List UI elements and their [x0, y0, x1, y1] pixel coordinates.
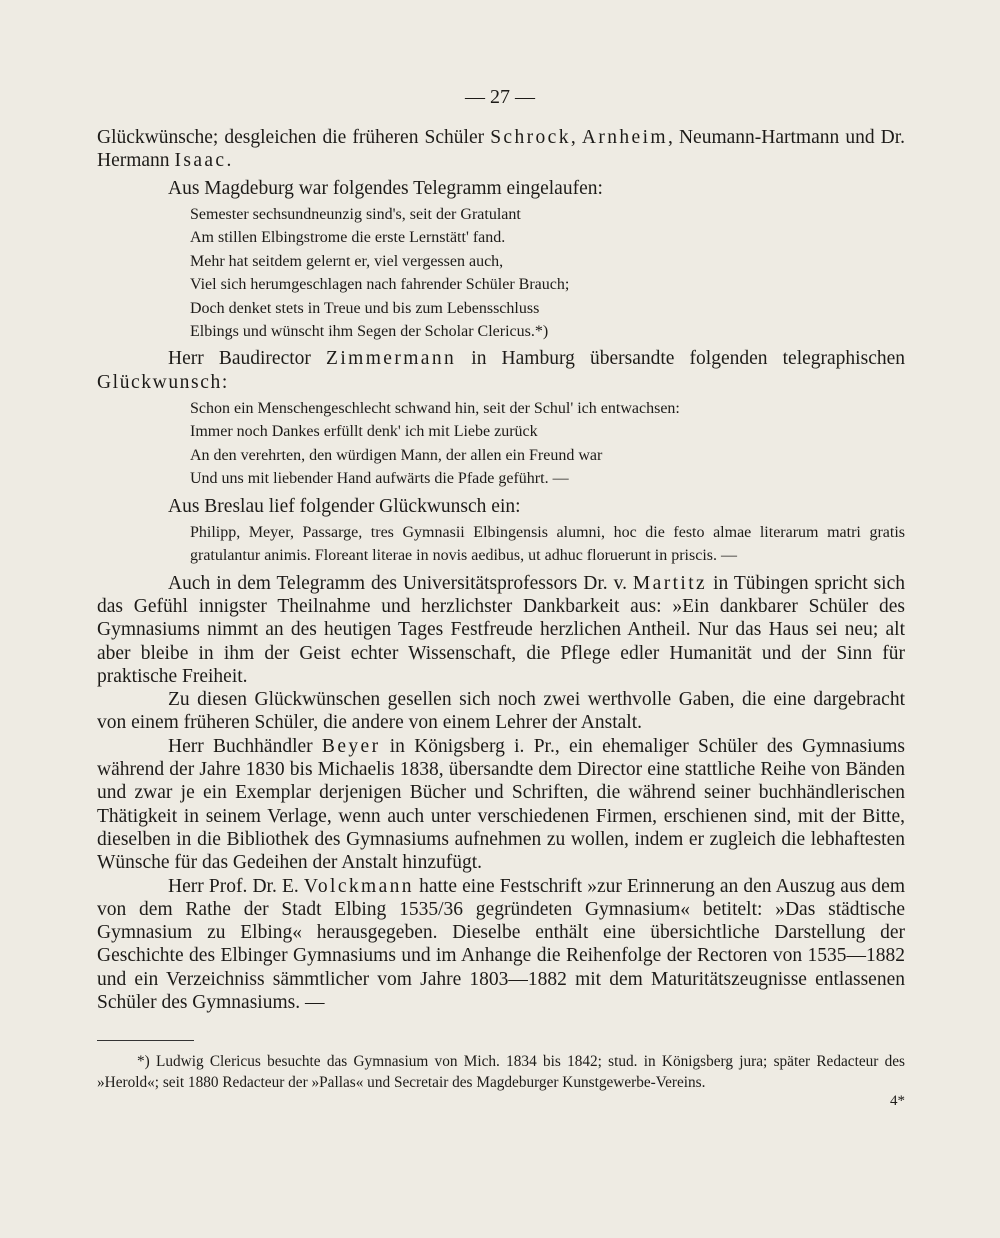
name-volckmann: Volckmann: [303, 875, 414, 897]
telegram-hamburg-verse: [190, 397, 905, 491]
latin-greeting: Philipp, Meyer, Passarge, tres Gymnasii Elbingensis alumni, hoc die festo almae literarum matri gratis gratulantur animis. Floreant literae in novis aedibus, ut adhuc floruerunt in priscis. —: [190, 523, 905, 565]
verse-line: Viel sich herumgeschlagen nach fahrender Schüler Brauch;: [190, 276, 570, 294]
name-beyer: Beyer: [321, 735, 381, 757]
verse-line: Immer noch Dankes erfüllt denk' ich mit Liebe zurück: [190, 423, 538, 441]
paragraph-volckmann: Herr Prof. Dr. E. Volckmann hatte eine Festschrift »zur Erinnerung an den Auszug aus dem von dem Rathe der Stadt Elbing 1535/36 gegründeten Gymnasium« betitelt: »Das städtische Gymnasium zu Elbing« herausgegeben. Dieselbe enthält eine übersichtliche Darstellung der Geschichte des Elbinger Gymnasiums und im Anhange die Reihenfolge der Rectoren von 1535—1882 und ein Verzeichniss sämmtlicher vom Jahre 1803—1882 mit dem Maturitätszeugnisse entlassenen Schüler des Gymnasiums. —: [97, 875, 906, 1013]
paragraph-zimmermann: Herr Baudirector Zimmermann in Hamburg übersandte folgenden telegraphischen Glückwunsch:: [97, 348, 905, 393]
verse-line: Elbings und wünscht ihm Segen der Scholar Clericus.*): [190, 322, 549, 340]
name-schrock: Schrock: [490, 127, 571, 148]
verse-line: Am stillen Elbingstrome die erste Lernstätt' fand.: [190, 229, 506, 247]
name-arnheim: Arnheim: [581, 127, 668, 148]
paragraph-beyer: Herr Buchhändler Beyer in Königsberg i. Pr., ein ehemaliger Schüler des Gymnasiums während der Jahre 1830 bis Michaelis 1838, übersandte dem Director eine stattliche Reihe von Bänden und zwar je ein Exemplar derjenigen Bücher und Schriften, die während seiner buchhändlerischen Thätigkeit in seinem Verlage, wenn auch unter verschiedenen Firmen, erschienen sind, mit der Bitte, dieselben in die Bibliothek des Gymnasiums aufnehmen zu wollen, indem er zugleich die lebhaftesten Wünsche für das Gedeihen der Anstalt hinzufügt.: [97, 735, 906, 874]
paragraph-magdeburg: Aus Magdeburg war folgendes Telegramm eingelaufen:: [168, 177, 603, 199]
verse-line: Mehr hat seitdem gelernt er, viel vergessen auch,: [190, 252, 504, 270]
paragraph-congratulations-list: Glückwünsche; desgleichen die früheren Schüler Schrock, Arnheim, Neumann-Hartmann und Dr. Hermann Isaac.: [97, 127, 906, 172]
name-zimmermann: Zimmermann: [326, 348, 457, 370]
verse-line: An den verehrten, den würdigen Mann, der allen ein Freund war: [190, 446, 603, 464]
telegram-magdeburg-verse: [190, 203, 905, 343]
name-neumann-hartmann: Neumann-Hartmann: [678, 127, 840, 148]
verse-line: Und uns mit liebender Hand aufwärts die Pfade geführt. —: [190, 470, 569, 488]
name-isaac: Isaac: [174, 150, 227, 172]
signature-mark: 4*: [890, 1093, 905, 1110]
page-body: [97, 126, 905, 1110]
verse-line: Schon ein Menschengeschlecht schwand hin, seit der Schul' ich entwachsen:: [190, 399, 680, 417]
paragraph-breslau: Aus Breslau lief folgender Glückwunsch ein:: [168, 495, 521, 517]
paragraph-gifts: Zu diesen Glückwünschen gesellen sich noch zwei werthvolle Gaben, die eine dargebracht von einem früheren Schüler, die andere von einem Lehrer der Anstalt.: [97, 689, 905, 734]
name-martitz: Martitz: [632, 572, 708, 594]
paragraph-martitz: Auch in dem Telegramm des Universitätsprofessors Dr. v. Martitz in Tübingen spricht sich das Gefühl innigster Theilnahme und herzlichster Dankbarkeit aus: »Ein dankbarer Schüler des Gymnasiums nimmt an des heutigen Tages Festfreude herzlichen Antheil. Nur das Haus sei neu; alt aber bleibe in ihm der Geist echter Wissenschaft, die Pflege edler Humanität und der Sinn für praktische Freiheit.: [97, 572, 905, 687]
verse-line: Doch denket stets in Treue und bis zum Lebensschluss: [190, 299, 540, 317]
footnote-divider: [97, 1040, 194, 1041]
footnote: *) Ludwig Clericus besuchte das Gymnasium von Mich. 1834 bis 1842; stud. in Königsberg jura; später Redacteur des »Herold«; seit 1880 Redacteur der »Pallas« und Secretair des Magdeburger Kunstgewerbe-Vereins.: [97, 1053, 905, 1092]
page-number: — 27 —: [465, 86, 535, 108]
verse-line: Semester sechsundneunzig sind's, seit der Gratulant: [190, 205, 521, 223]
